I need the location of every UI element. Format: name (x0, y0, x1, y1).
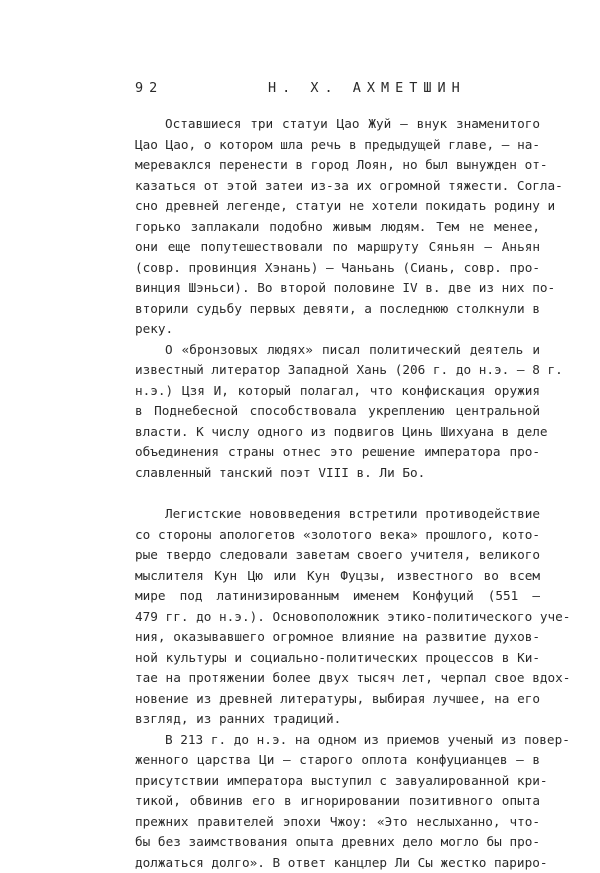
text-line: со стороны апологетов «золотого века» прошлого, кото- (135, 525, 540, 546)
text-line: 479 гг. до н.э.). Основоположник этико-политического уче- (135, 607, 540, 628)
text-line: присутствии императора выступил с завуалированной кри- (135, 771, 540, 792)
text-line: должаться долго». В ответ канцлер Ли Сы жестко париро- (135, 853, 540, 873)
text-line: Оставшиеся три статуи Цао Жуй — внук знаменитого (135, 114, 540, 135)
text-line: бы без заимствования опыта древних дело могло бы про- (135, 832, 540, 853)
paragraph (135, 340, 540, 484)
text-line: известный литератор Западной Хань (206 г. до н.э. — 8 г. (135, 360, 540, 381)
paragraph (135, 114, 540, 340)
text-line: славленный танский поэт VIII в. Ли Бо. (135, 463, 540, 484)
text-line: сно древней легенде, статуи не хотели покидать родину и (135, 196, 540, 217)
text-line: объединения страны отнес это решение императора про- (135, 442, 540, 463)
text-line: власти. К числу одного из подвигов Цинь Шихуана в деле (135, 422, 540, 443)
text-line: женного царства Ци — старого оплота конфуцианцев — в (135, 750, 540, 771)
text-line: тикой, обвинив его в игнорировании позитивного опыта (135, 791, 540, 812)
text-line: В 213 г. до н.э. на одном из приемов ученый из повер- (135, 730, 540, 751)
text-line: ния, оказывавшего огромное влияние на развитие духов- (135, 627, 540, 648)
running-header-author: Н. Х. АХМЕТШИН (268, 80, 466, 96)
section-gap (135, 483, 540, 504)
paragraph (135, 504, 540, 730)
page-number: 92 (135, 80, 163, 96)
text-line: О «бронзовых людях» писал политический деятель и (135, 340, 540, 361)
text-line: Цао Цао, о котором шла речь в предыдущей главе, — на- (135, 135, 540, 156)
text-line: горько заплакали подобно живым людям. Тем не менее, (135, 217, 540, 238)
text-line: казаться от этой затеи из-за их огромной тяжести. Согла- (135, 176, 540, 197)
text-line: ной культуры и социально-политических процессов в Ки- (135, 648, 540, 669)
text-line: прежних правителей эпохи Чжоу: «Это неслыханно, что- (135, 812, 540, 833)
paragraph (135, 730, 540, 873)
text-line: Легистские нововведения встретили противодействие (135, 504, 540, 525)
text-line: мереваклся перенести в город Лоян, но был вынужден от- (135, 155, 540, 176)
text-line: н.э.) Цзя И, который полагал, что конфискация оружия (135, 381, 540, 402)
text-line: винция Шэньси). Во второй половине IV в. две из них по- (135, 278, 540, 299)
text-line: они еще попутешествовали по маршруту Сяньян — Аньян (135, 237, 540, 258)
text-line: тае на протяжении более двух тысяч лет, черпал свое вдох- (135, 668, 540, 689)
text-line: мире под латинизированным именем Конфуций (551 — (135, 586, 540, 607)
text-line: в Поднебесной способствовала укреплению центральной (135, 401, 540, 422)
text-line: рые твердо следовали заветам своего учителя, великого (135, 545, 540, 566)
text-line: вторили судьбу первых девяти, а последнюю столкнули в (135, 299, 540, 320)
body-text (135, 114, 540, 873)
text-line: новение из древней литературы, выбирая лучшее, на его (135, 689, 540, 710)
text-line: взгляд, из ранних традиций. (135, 709, 540, 730)
text-line: реку. (135, 319, 540, 340)
text-line: мыслителя Кун Цю или Кун Фуцзы, известного во всем (135, 566, 540, 587)
text-line: (совр. провинция Хэнань) — Чаньань (Сиань, совр. про- (135, 258, 540, 279)
